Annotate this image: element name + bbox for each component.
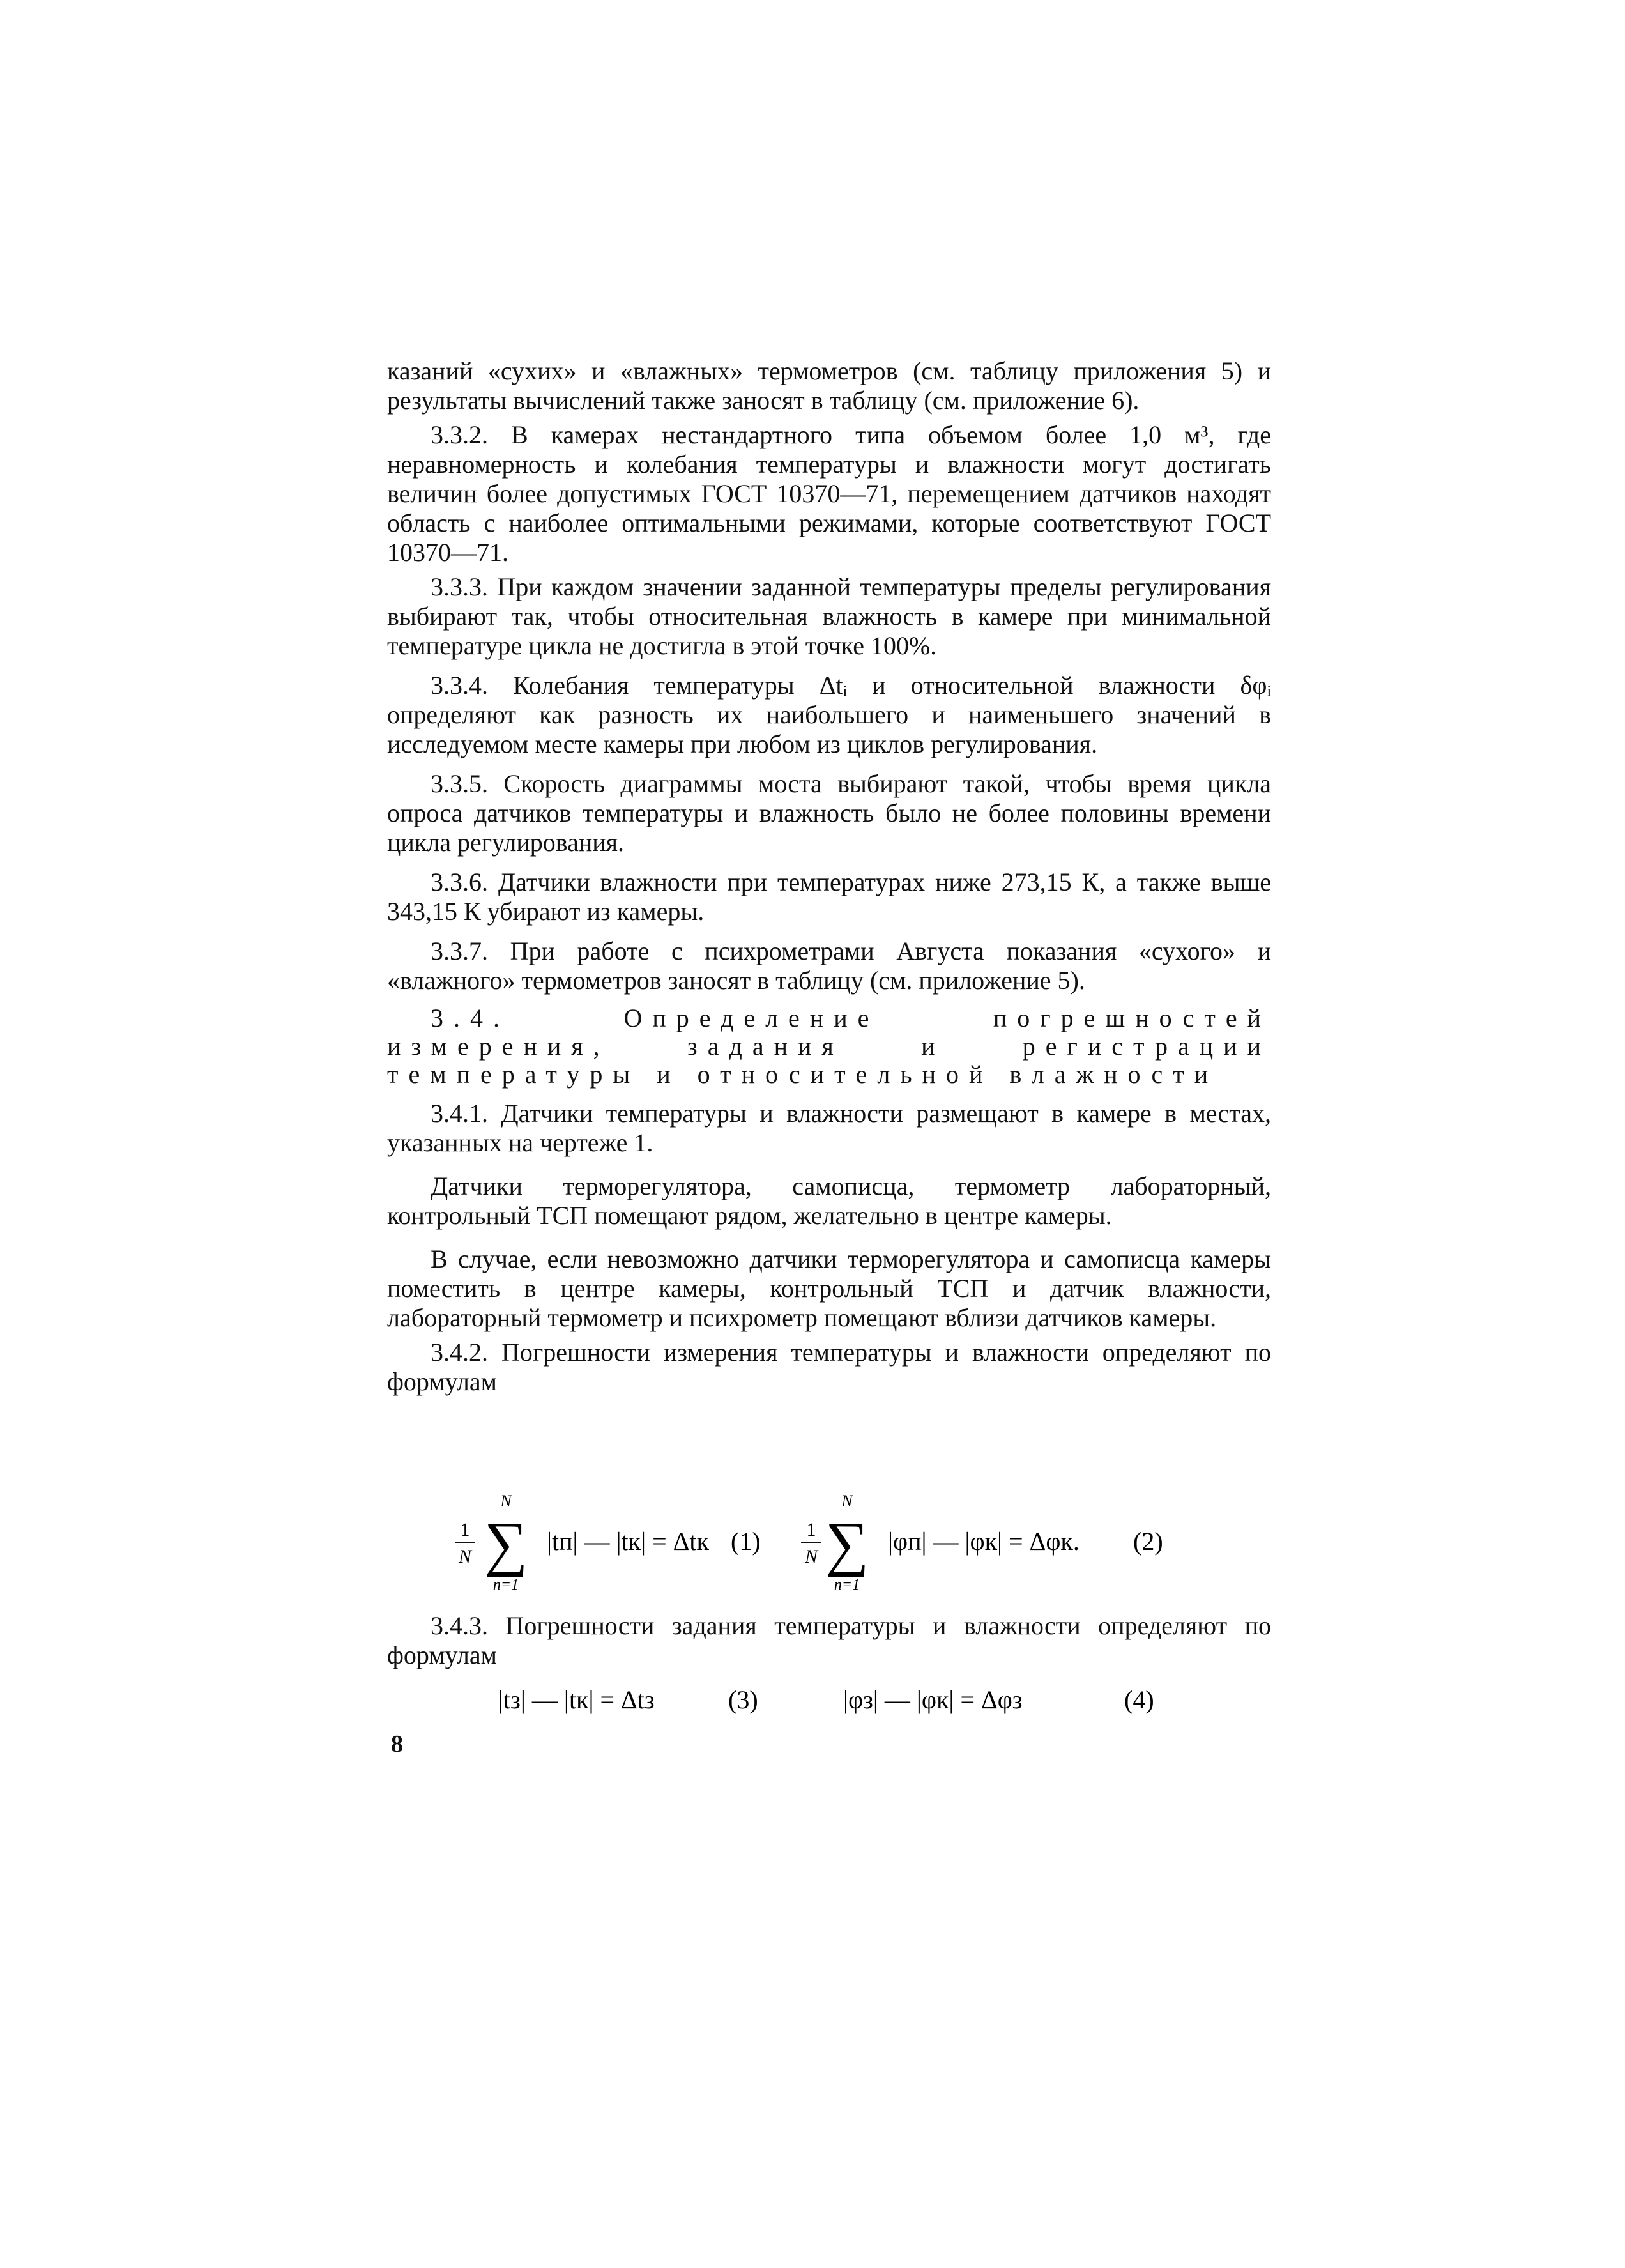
paragraph-continuation: казаний «сухих» и «влажных» термометров (см. таблицу приложения 5) и результаты вычислений также заносят в таблицу (см. приложение 6). [387,356,1271,415]
paragraph-3-3-4: 3.3.4. Колебания температуры Δtᵢ и относительной влажности δφᵢ определяют как разность их наибольшего и наименьшего значений в исследуемом месте камеры при любом из циклов регулирования. [387,671,1271,758]
formula4-body: |φз| — |φк| = Δφз [843,1685,1023,1714]
section-title-3-4: 3.4. Определение погрешностей измерения, задания и регистрации температуры и относительной влажности [387,1004,1271,1089]
formula2-sum-lower: n=1 [834,1577,860,1593]
paragraph-sensors-placement: Датчики терморегулятора, самописца, термометр лабораторный, контрольный ТСП помещают рядом, желательно в центре камеры. [387,1172,1271,1230]
paragraph-alternative-placement: В случае, если невозможно датчики терморегулятора и самописца камеры поместить в центре камеры, контрольный ТСП и датчик влажности, лабораторный термометр и психрометр помещают вблизи датчиков камеры. [387,1245,1271,1332]
page-number: 8 [391,1731,403,1758]
paragraph-3-4-2: 3.4.2. Погрешности измерения температуры и влажности определяют по формулам [387,1338,1271,1396]
paragraph-3-3-5: 3.3.5. Скорость диаграммы моста выбирают такой, чтобы время цикла опроса датчиков температуры и влажность было не более половины времени цикла регулирования. [387,769,1271,857]
formula-svg [451,1489,1281,1597]
formula2-frac-den: N [804,1546,818,1567]
paragraph-3-4-3: 3.4.3. Погрешности задания температуры и влажности определяют по формулам [387,1611,1271,1669]
formula-row-3-4 [485,1680,1252,1719]
text-column [387,356,1271,1397]
text-column-lower [387,1611,1271,1670]
formula1-sum-upper: N [500,1492,512,1510]
formula2-body: |φп| — |φк| = Δφк. [888,1527,1080,1556]
paragraph-3-4-1: 3.4.1. Датчики температуры и влажности размещают в камере в местах, указанных на чертеже 1. [387,1099,1271,1157]
formula3-body: |tз| — |tк| = Δtз [498,1685,655,1714]
formula1-frac-den: N [458,1546,472,1567]
formula2-sum-upper: N [841,1492,853,1510]
formula1-sigma: ∑ [484,1509,528,1577]
paragraph-3-3-2: 3.3.2. В камерах нестандартного типа объемом более 1,0 м³, где неравномерность и колебания температуры и влажности могут достигать величин более допустимых ГОСТ 10370—71, перемещением датчиков находят область с наиболее оптимальными режимами, которые соответствуют ГОСТ 10370—71. [387,420,1271,567]
formula-row-1-2 [451,1489,1281,1597]
formula1-sum-lower: n=1 [492,1577,519,1593]
formula1-frac-num: 1 [460,1519,470,1540]
paragraph-3-3-6: 3.3.6. Датчики влажности при температурах ниже 273,15 К, а также выше 343,15 К убирают из камеры. [387,868,1271,926]
paragraph-3-3-7: 3.3.7. При работе с психрометрами Августа показания «сухого» и «влажного» термометров заносят в таблицу (см. приложение 5). [387,937,1271,995]
paragraph-3-3-3: 3.3.3. При каждом значении заданной температуры пределы регулирования выбирают так, чтобы относительная влажность в камере при минимальной температуре цикла не достигла в этой точке 100%. [387,572,1271,660]
formula1-number: (1) [731,1527,761,1556]
formula2-number: (2) [1133,1527,1163,1556]
formula2-frac-num: 1 [806,1519,816,1540]
formula3-number: (3) [728,1685,758,1714]
formula2-sigma: ∑ [825,1509,869,1577]
formula4-number: (4) [1124,1685,1154,1714]
formula1-body: |tп| — |tк| = Δtк [547,1527,709,1556]
formula-row2-svg [485,1680,1252,1719]
